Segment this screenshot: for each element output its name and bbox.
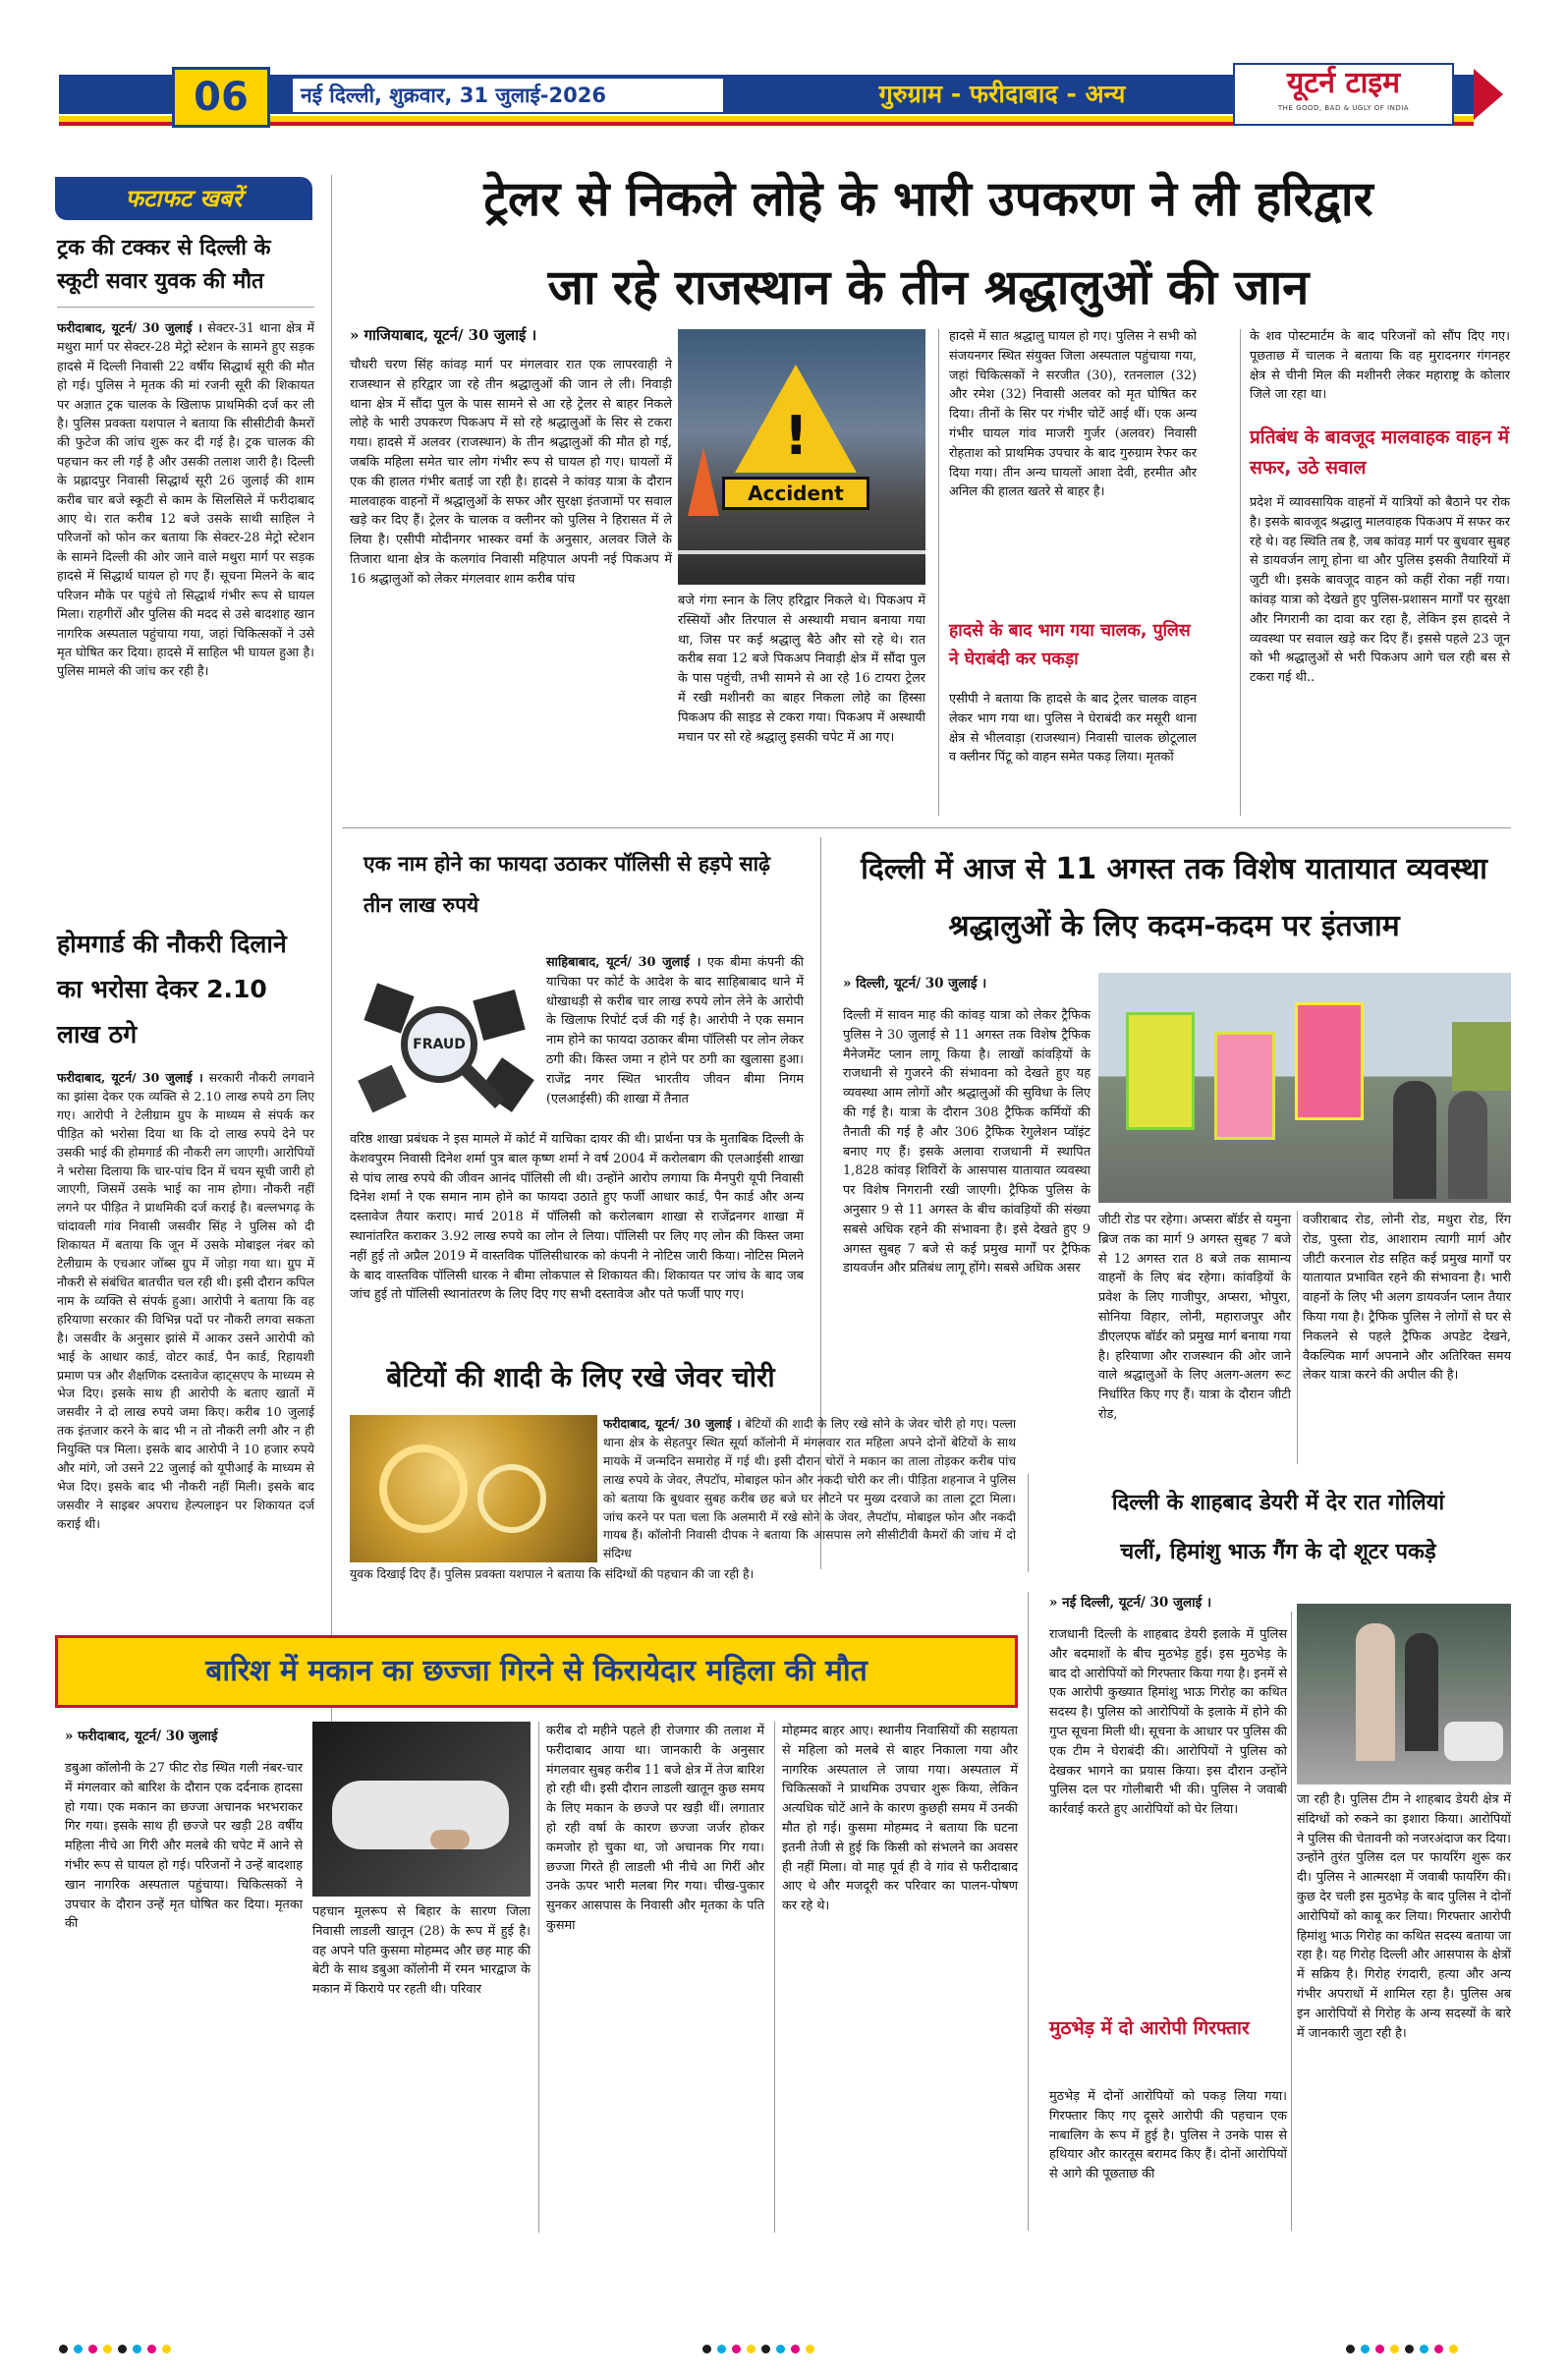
rain-rule-1 [538,1722,539,2233]
header-date-line: नई दिल्ली, शुक्रवार, 31 जुलाई-2026 [293,79,723,112]
header-band [0,0,1567,157]
lead-dateline: » गाजियाबाद, यूटर्न/ 30 जुलाई । [350,326,537,344]
traffic-headline-line2: श्रद्धालुओं के लिए कदम-कदम पर इंतजाम [948,909,1400,943]
sidebar-story1-headline: ट्रक की टक्कर से दिल्ली के स्कूटी सवार युवक की मौत [57,236,271,294]
traffic-cone [688,447,719,516]
lead-col1: चौधरी चरण सिंह कांवड़ मार्ग पर मंगलवार रात एक लापरवाही ने राजस्थान से हरिद्वार जा रहे तीन श्रद्धालुओं की जान ले ली। निवाड़ी थाना क्षेत्र में सौंदा पुल के पास सामने से आ रहे ट्रेलर से बाहर निकले लोहे के भारी उपकरण पिकअप में सो रहे श्रद्धालुओं के सिर से टकरा गया। हादसे में अलवर (राजस्थान) के तीन श्रद्धालुओं की मौत हो गई, जबकि महिला समेत चार लोग गंभीर रूप से घायल हो गए। घायलों में एक की हालत गंभीर बताई जा रही है। हादसे ने कांवड़ यात्रा के दौरान मालवाहक वाहनों में श्रद्धालुओं के सफर और सुरक्षा इंतजामों पर सवाल खड़े कर दिए हैं। ट्रेलर के चालक व क्लीनर को पुलिस ने हिरासत में ले लिया है। एसीपी मोदीनगर भास्कर वर्मा के अनुसार, अलवर जिले के तिजारा थाना क्षेत्र के कलगांव निवासी महिपाल अपनी नई पिकअप में 16 श्रद्धालुओं को लेकर मंगलवार शाम करीब पांच [350,358,672,587]
lead-bottom-rule [342,827,1511,828]
hand-shape [430,1830,470,1849]
masthead-tagline: THE GOOD, BAD & UGLY OF INDIA [1277,104,1410,112]
traffic-col3: वजीराबाद रोड, लोनी रोड, मथुरा रोड, रिंग रोड, पुस्ता रोड, आशाराम त्यागी मार्ग और जीटी करनाल रोड सहित कई प्रमुख मार्गों पर यातायात प्रभावित रहने की संभावना है। भारी वाहनों के लिए भी अलग डायवर्जन प्लान तैयार किया गया है। ट्रैफिक पुलिस ने लोगों से घर से निकलने से पहले ट्रैफिक अपडेट देखने, वैकल्पिक मार्ग अपनाने और अतिरिक्त समय लेकर यात्रा करने की अपील की है। [1303,1213,1511,1384]
lead-col3-subhead: हादसे के बाद भाग गया चालक, पुलिस ने घेराबंदी कर पकड़ा [949,621,1191,669]
jewelry-photo [350,1415,597,1562]
lead-rule-2 [1240,329,1241,816]
rain-photo [312,1722,531,1897]
scooter-shape [1444,1722,1503,1761]
sidebar-divider [57,307,314,308]
rain-col1: डबुआ कॉलोनी के 27 फीट रोड स्थित गली नंबर-चार में मंगलवार को बारिश के दौरान एक दर्दनाक हादसा हो गया। एक मकान का छज्जा अचानक भरभराकर गिर गया। इसके साथ ही छज्जे पर खड़ी 28 वर्षीय महिला नीचे आ गिरी और मलबे की चपेट में आने से गंभीर रूप से घायल हो गई। परिजनों ने उन्हें बादशाह खान नागरिक अस्पताल पहुंचाया। चिकित्सकों ने उपचार के दौरान उन्हें मृत घोषित कर दिया। मृतका की [65,1761,303,1932]
sidebar-tag [55,177,312,220]
fraud-side-text: एक बीमा कंपनी की याचिका पर कोर्ट के आदेश के बाद साहिबाबाद थाने में धोखाधड़ी से करीब चार लाख रुपये लोन लेने के आरोपी के खिलाफ रिपोर्ट दर्ज की गई है। आरोपी ने एक समान नाम होने का फायदा उठाकर बीमा पॉलिसी पर लोन लेकर ठगी की। किस्त जमा न होने पर ठगी का खुलासा हुआ। राजेंद्र नगर स्थित भारतीय जीवन बीमा निगम (एलआईसी) की शाखा में तैनात [546,955,804,1106]
fraud-body-side [546,953,804,1108]
traffic-col2: जीटी रोड पर रहेगा। अप्सरा बॉर्डर से यमुना ब्रिज तक का मार्ग 9 अगस्त सुबह 7 बजे से 12 अगस्त रात 8 बजे तक सामान्य वाहनों के लिए बंद रहेगा। कांवड़ियों के प्रवेश के लिए गाजीपुर, अप्सरा, भोपुरा, सोनिया विहार, लोनी, महाराजपुर और डीएलएफ बॉर्डर को प्रमुख मार्ग बनाया गया है। हरियाणा और राजस्थान की ओर जाने वाले श्रद्धालुओं के लिए अलग-अलग रूट निर्धारित किए गए हैं। यात्रा के दौरान जीटी रोड, [1098,1213,1291,1422]
kanwar-decor [1214,1032,1275,1140]
fraud-label: FRAUD [413,1037,466,1052]
footer-color-dots-right [1346,2339,1513,2351]
person-figure [1356,1623,1395,1761]
firing-col1-bottom: मुठभेड़ में दोनों आरोपियों को पकड़ लिया गया। गिरफ्तार किए गए दूसरे आरोपी की पहचान एक नाबालिग के रूप में हुई है। पुलिस ने उनके पास से हथियार और कारतूस बरामद किए हैं। दोनों आरोपियों से आगे की पूछताछ की [1049,2089,1287,2182]
jewel-bangle [477,1464,546,1533]
fraud-dateline: साहिबाबाद, यूटर्न/ 30 जुलाई । [546,955,701,970]
masthead-box [1233,63,1454,126]
firing-dateline: » नई दिल्ली, यूटर्न/ 30 जुलाई । [1049,1595,1212,1611]
page-number-box [172,67,270,128]
fraud-body-full: वरिष्ठ शाखा प्रबंधक ने इस मामले में कोर्ट में याचिका दायर की थी। प्रार्थना पत्र के मुताबिक दिल्ली के केशवपुरम निवासी दिनेश शर्मा पुत्र बाल कृष्ण शर्मा ने वर्ष 2004 में करोलबाग की एलआईसी शाखा से पांच लाख रुपये की जीवन आनंद पॉलिसी ली थी। उन्होंने आरोप लगाया कि मैनपुरी यूपी निवासी दिनेश शर्मा ने एक समान नाम होने का फायदा उठाते हुए फर्जी आधार कार्ड, पैन कार्ड और अन्य दस्तावेज तैयार कराए। मार्च 2018 में पॉलिसी को करोलबाग शाखा से राजेंद्रनगर शाखा में स्थानांतरित कराकर 3.92 लाख रुपये का लोन ले लिया। पॉलिसी पर लिए गए लोन की किस्त जमा नहीं हुई तो अप्रैल 2019 में वास्तविक पॉलिसीधारक को कंपनी ने नोटिस जारी किया। नोटिस मिलने के बाद वास्तविक पॉलिसी धारक ने बीमा लोकपाल से शिकायत की। शिकायत पर जांच के बाद जब जांच हुई तो पॉलिसी स्थानांतरण के लिए दिए गए सभी दस्तावेज और पते फर्जी पाए गए। [350,1132,804,1303]
rain-rule-2 [774,1722,775,2233]
accident-label-box [722,477,869,510]
masthead-logo: यूटर्न टाइम [1286,66,1401,100]
footer-color-dots-left [59,2339,226,2351]
sidebar-vertical-rule [331,175,332,1826]
firing-headline-line1: दिल्ली के शाहबाद डेयरी में देर रात गोलियां [1111,1491,1445,1515]
fraud-headline: एक नाम होने का फायदा उठाकर पॉलिसी से हड़पे साढ़े तीन लाख रुपये [364,852,770,917]
rain-col3: करीब दो महीने पहले ही रोजगार की तलाश में फरीदाबाद आया था। जानकारी के अनुसार मंगलवार सुबह करीब 11 बजे क्षेत्र में तेज बारिश हो रही थी। इसी दौरान लाडली खातून कुछ समय के लिए मकान के छज्जे पर खड़ी थीं। लगातार हो रही वर्षा के कारण छज्जा जर्जर होकर कमजोर हो चुका था, जो अचानक गिर गया। छज्जा गिरते ही लाडली भी नीचे आ गिरीं और उनके ऊपर भारी मलबा गिर गया। चीख-पुकार सुनकर आसपास के निवासी और मृतका के पति कुसमा [546,1724,764,1933]
pilgrim-figure [1448,1091,1487,1199]
accident-label: Accident [748,482,844,505]
lead-headline-line2: जा रहे राजस्थान के तीन श्रद्धालुओं की जान [547,259,1310,315]
header-section: गुरुग्राम - फरीदाबाद - अन्य [878,80,1126,108]
sidebar-story1-text: सेक्टर-31 थाना क्षेत्र में मथुरा मार्ग पर सेक्टर-28 मेट्रो स्टेशन के सामने हुए सड़क हादसे में दिल्ली निवासी 22 वर्षीय सिद्धार्थ सूरी की मौत हो गई। पुलिस ने मृतक की मां रजनी सूरी की शिकायत पर अज्ञात ट्रक चालक के खिलाफ प्राथमिकी दर्ज कर ली है। पुलिस प्रवक्ता यशपाल ने बताया कि सीसीटीवी कैमरों की फुटेज की जांच शुरू कर दी गई है। ट्रक चालक की पहचान कर ली गई है और उसकी तलाश जारी है। दिल्ली के प्रह्लादपुर निवासी सिद्धार्थ सूरी 26 जुलाई की शाम करीब चार बजे स्कूटी से काम के सिलसिले में फरीदाबाद आए थे। रात करीब 12 बजे उसके साथी साहिल ने परिजनों को फोन कर बताया कि सेक्टर-28 मेट्रो स्टेशन के सामने दिल्ली की ओर जाने वाले मथुरा मार्ग पर सड़क हादसे में सिद्धार्थ घायल हो गए हैं। सूचना मिलने के बाद परिजन मौके पर पहुंचे तो सिद्धार्थ गंभीर रूप से घायल मिला। राहगीरों और पुलिस की मदद से उसे बादशाह खान नागरिक अस्पताल पहुंचाया गया, जहां चिकित्सकों ने उसे मृत घोषित कर दिया। हादसे में साहिल भी घायल हुआ है। पुलिस मामले की जांच कर रही है। [57,320,314,679]
jewel-body-full: युवक दिखाई दिए हैं। पुलिस प्रवक्ता यशपाल ने बताया कि संदिग्धों की पहचान की जा रही है। [350,1566,755,1581]
kanwar-decor [1295,1002,1364,1120]
lead-rule-1 [938,329,939,816]
firing-headline-line2: चलीं, हिमांशु भाऊ गैंग के दो शूटर पकड़े [1120,1540,1436,1564]
traffic-col1: दिल्ली में सावन माह की कांवड़ यात्रा को लेकर ट्रैफिक पुलिस ने 30 जुलाई से 11 अगस्त तक विशेष ट्रैफिक मैनेजमेंट प्लान लागू किया है। लाखों कांवड़ियों के राजधानी से गुजरने की संभावना को देखते हुए यह व्यवस्था आम लोगों और श्रद्धालुओं की सुविधा के लिए की गई है। यात्रा के दौरान 308 ट्रैफिक कर्मियों की तैनाती की गई है और 306 ट्रैफिक रेगुलेशन प्वॉइंट बनाए गए हैं। इसके अलावा राजधानी में स्थापित 1,828 कांवड़ शिविरों के आसपास यातायात व्यवस्था पर विशेष निगरानी रखी जाएगी। ट्रैफिक पुलिस के अनुसार 9 से 11 अगस्त के बीच कांवड़ियों की संख्या सबसे अधिक रहने की संभावना है। इसे देखते हुए 9 अगस्त सुबह 7 बजे से कई प्रमुख मार्गों पर ट्रैफिक डायवर्जन और प्रतिबंध लागू होंगे। सबसे अधिक असर [843,1008,1091,1276]
person-figure [1405,1633,1438,1751]
sidebar-story1-body [57,318,314,681]
lead-col3-bottom: एसीपी ने बताया कि हादसे के बाद ट्रेलर चालक वाहन लेकर भाग गया था। पुलिस ने घेराबंदी कर मसूरी थाना क्षेत्र से भीलवाड़ा (राजस्थान) निवासी चालक छोटूलाल व क्लीनर पिंटू को वाहन समेत पकड़ लिया। मृतकों [949,692,1197,765]
rain-headline: बारिश में मकान का छज्जा गिरने से किरायेदार महिला की मौत [205,1654,867,1688]
vehicle-shape [1452,1022,1511,1091]
warning-exclamation: ! [784,405,809,467]
covered-body [332,1781,509,1849]
rain-headline-box [55,1635,1018,1708]
lead-col4-top: के शव पोस्टमार्टम के बाद परिजनों को सौंप दिए गए। पूछताछ में चालक ने बताया कि वह मुरादनगर गंगनहर क्षेत्र से चीनी मिल की मशीनरी लेकर महाराष्ट्र के कोलार जिले जा रहा था। [1250,329,1510,403]
kanwar-decor [1126,1012,1195,1130]
sidebar-story1-dateline: फरीदाबाद, यूटर्न/ 30 जुलाई । [57,320,202,335]
jewel-dateline: फरीदाबाद, यूटर्न/ 30 जुलाई । [603,1417,741,1431]
sidebar-story2-text: सरकारी नौकरी लगवाने का झांसा देकर एक व्यक्ति से 2.10 लाख रुपये ठग लिए गए। आरोपी ने टेलीग्राम ग्रुप के माध्यम से संपर्क कर पीड़ित को भरोसा दिया था कि दो लाख रुपये देने पर उसकी भाई की होमगार्ड की नौकरी लग जाएगी। आरोपियों ने भरोसा दिलाया कि चार-पांच दिन में चयन सूची जारी हो जाएगी, जिसमें उसके भाई का नाम होगा। नौकरी नहीं लगने पर पीड़ित ने प्राथमिकी दर्ज कराई है। बल्लभगढ़ के चांदावली गांव निवासी जसवीर सिंह ने पुलिस को दी शिकायत में बताया कि जून में उसके मोबाइल नंबर को टेलीग्राम के एचआर जॉब्स ग्रुप में जोड़ा गया था। ग्रुप में नौकरी से संबंधित बातचीत चल रही थी। इसी दौरान कपिल नाम के व्यक्ति से संपर्क हुआ। आरोपी ने बताया कि वह हरियाणा सरकार की विभिन्न पदों पर नौकरी लगवा सकता है। जसवीर के अनुसार झांसे में आकर उसने आरोपी को भाई के आधार कार्ड, वोटर कार्ड, पैन कार्ड, रिहायशी प्रमाण पत्र और शैक्षणिक दस्तावेज व्हाट्सएप के माध्यम से भेज दिए। इसके साथ ही आरोपी के बताए खातों में जसवीर ने दो लाख रुपये जमा किए। करीब 10 जुलाई तक इंतजार करने के बाद भी न तो नौकरी लगी और न ही नियुक्ति पत्र मिला। इसके बाद आरोपी ने 10 हजार रुपये और मांगे, जो उसने 22 जुलाई को यूपीआई के माध्यम से भेज दिए। इसके बाद भी नौकरी नहीं मिली। इसके बाद जसवीर ने साइबर अपराध हेल्पलाइन पर शिकायत दर्ज कराई थी। [57,1070,314,1531]
jewel-headline: बेटियों की शादी के लिए रखे जेवर चोरी [386,1361,775,1393]
sidebar-tag-label: फटाफट खबरें [125,185,243,212]
footer-color-dots-center [702,2339,869,2351]
rain-dateline: » फरीदाबाद, यूटर्न/ 30 जुलाई [65,1728,218,1744]
lead-col3-top: हादसे में सात श्रद्धालु घायल हो गए। पुलिस ने सभी को संजयनगर स्थित संयुक्त जिला अस्पताल पहुंचाया गया, जहां चिकित्सकों ने सरजीत (30), रतनलाल (32) और रमेश (32) निवासी अलवर को मृत घोषित कर दिया। तीनों के सिर पर गंभीर चोटें आई थीं। एक अन्य गंभीर घायल गांव माजरी गुर्जर (अलवर) निवासी रोहताश को प्राथमिक उपचार के बाद गुरुग्राम रेफर कर दिया गया। तीन अन्य घायलों आशा देवी, हरमीत और अनिल की हालत खतरे से बाहर है। [949,329,1197,500]
firing-col1-top: राजधानी दिल्ली के शाहबाद डेयरी इलाके में पुलिस और बदमाशों के बीच मुठभेड़ हुई। इस मुठभेड़ के बाद दो आरोपियों को गिरफ्तार किया गया है। इनमें से एक आरोपी कुख्यात हिमांशु भाऊ गिरोह का कथित सदस्य है। पुलिस को आरोपियों के इलाके में होने की गुप्त सूचना मिली थी। सूचना के आधार पर पुलिस की एक टीम ने घेराबंदी की। आरोपियों ने पुलिस को देखकर भागने का प्रयास किया। इस दौरान उन्होंने पुलिस दल पर गोलीबारी भी की। पुलिस ने जवाबी कार्रवाई करते हुए आरोपियों को घेर लिया। [1049,1627,1287,1818]
sidebar-story2-body [57,1069,314,1534]
firing-photo [1297,1604,1511,1785]
lead-headline-line1: ट्रेलर से निकले लोहे के भारी उपकरण ने ली हरिद्वार [483,171,1373,227]
jewel-firing-rule [1028,1474,1029,1572]
lead-col4-bottom: प्रदेश में व्यावसायिक वाहनों में यात्रियों को बैठाने पर रोक है। इसके बावजूद श्रद्धालु मालवाहक पिकअप में सफर कर रहे थे। वह स्थिति तब है, जब कांवड़ मार्ग पर बुधवार सुबह से डायवर्जन लागू होना था और पुलिस इसकी तैयारियों में जुटी थी। इसके बावजूद वाहन को कहीं रोका नहीं गया। कांवड़ यात्रा को देखते हुए पुलिस-प्रशासन मार्गों पर सुरक्षा और निगरानी का दावा कर रहा है, लेकिन इस हादसे ने व्यवस्था पर सवाल खड़े कर दिए हैं। इससे पहले 23 जून को भी श्रद्धालुओं से भरी पिकअप आगे चल रही बस से टकरा गई थी.. [1250,495,1510,686]
lead-col4-subhead: प्रतिबंध के बावजूद मालवाहक वाहन में सफर, उठे सवाल [1250,426,1510,479]
firing-col2: जा रही है। पुलिस टीम ने शाहबाद डेयरी क्षेत्र में संदिग्धों को रुकने का इशारा किया। आरोपियों ने पुलिस की चेतावनी को नजरअंदाज कर दिया। उन्होंने तुरंत पुलिस दल पर फायरिंग शुरू कर दी। पुलिस ने आत्मरक्षा में जवाबी फायरिंग की। कुछ देर चली इस मुठभेड़ के बाद पुलिस ने दोनों आरोपियों को काबू कर लिया। गिरफ्तार आरोपी हिमांशु भाऊ गिरोह का कथित सदस्य बताया जा रहा है। यह गिरोह दिल्ली और आसपास के क्षेत्रों में सक्रिय है। गिरोह रंगदारी, हत्या और अन्य गंभीर अपराधों में शामिल रहा है। पुलिस अब इन आरोपियों से गिरोह के अन्य सदस्यों के बारे में जानकारी जुटा रही है। [1297,1792,1512,2041]
puzzle-piece [358,1065,407,1113]
bottom-left-vertical-rule [1028,1592,1029,2231]
page-number: 06 [194,75,249,120]
jewel-body-side [603,1415,1016,1563]
puzzle-piece [473,990,525,1041]
pilgrim-figure [1393,1081,1436,1199]
road-stripe [678,550,925,554]
firing-inner-rule [1291,1612,1292,2231]
header-red-arrow [1474,69,1503,120]
traffic-dateline: » दिल्ली, यूटर्न/ 30 जुलाई । [843,976,987,992]
firing-col1-subhead: मुठभेड़ में दो आरोपी गिरफ्तार [1049,2017,1250,2039]
traffic-headline-line1: दिल्ली में आज से 11 अगस्त तक विशेष यातायात व्यवस्था [861,852,1487,886]
jewel-necklace [379,1445,468,1533]
rain-col4: मोहम्मद बाहर आए। स्थानीय निवासियों की सहायता से महिला को मलबे से बाहर निकाला गया और नागरिक अस्पताल ले जाया गया। अस्पताल में चिकित्सकों ने प्राथमिक उपचार शुरू किया, लेकिन अत्यधिक चोटें आने के कारण कुछही समय में उनकी मौत हो गई। कुसमा मोहम्मद ने बताया कि घटना इतनी तेजी से हुई कि किसी को संभलने का अवसर ही नहीं मिला। वो माह पूर्व ही वे गांव से फरीदाबाद आए थे और मजदूरी कर परिवार का पालन-पोषण कर रहे थे। [782,1724,1018,1914]
lead-col2: बजे गंगा स्नान के लिए हरिद्वार निकले थे। पिकअप में रस्सियों और तिरपाल से अस्थायी मचान बनाया गया था, जिस पर कई श्रद्धालु बैठे और सो रहे थे। रात करीब सवा 12 बजे पिकअप निवाड़ी क्षेत्र में सौंदा पुल के पास पहुंची, तभी सामने से आ रहे 16 टायरा ट्रेलर में रखी मशीनरी का बाहर निकला लोहे का हिस्सा पिकअप की साइड से टकरा गया। पिकअप में अस्थायी मचान पर सो रहे श्रद्धालु इसकी चपेट में आ गए। [678,594,925,745]
rain-col2: पहचान मूलरूप से बिहार के सारण जिला निवासी लाडली खातून (28) के रूप में हुई है। वह अपने पति कुसमा मोहम्मद और छह माह की बेटी के साथ डबुआ कॉलोनी में रमन भारद्वाज के मकान में किराये पर रहती थी। परिवार [312,1904,531,1998]
traffic-rule [1297,1211,1298,1464]
accident-photo [678,329,925,585]
jewel-side-text: बेटियों की शादी के लिए रखे सोने के जेवर चोरी हो गए। पल्ला थाना क्षेत्र के सेहतपुर स्थित सूर्या कॉलोनी में मंगलवार रात महिला अपने दोनों बेटियों के साथ मायके में जन्मदिन समारोह में गई थी। इसी दौरान चोरों ने मकान का ताला तोड़कर करीब पांच लाख रुपये के जेवर, लैपटॉप, मोबाइल फोन और नकदी चोरी कर ली। पीड़िता शहनाज ने पुलिस को बताया कि बुधवार सुबह करीब छह बजे घर लौटने पर मुख्य दरवाजे का ताला टूटा मिला। जांच करने पर पता चला कि अलमारी में रखे सोने के जेवर, लैपटॉप, मोबाइल फोन और नकदी गायब हैं। कॉलोनी निवासी दीपक ने बताया कि आसपास लगे सीसीटीवी कैमरों की जांच में दो संदिग्ध [603,1417,1016,1561]
fraud-image [350,981,538,1118]
kanwar-photo [1098,973,1511,1203]
sidebar-story2-dateline: फरीदाबाद, यूटर्न/ 30 जुलाई । [57,1070,203,1085]
sidebar-story2-headline: होमगार्ड की नौकरी दिलाने का भरोसा देकर 2.10 लाख ठगे [57,930,287,1048]
